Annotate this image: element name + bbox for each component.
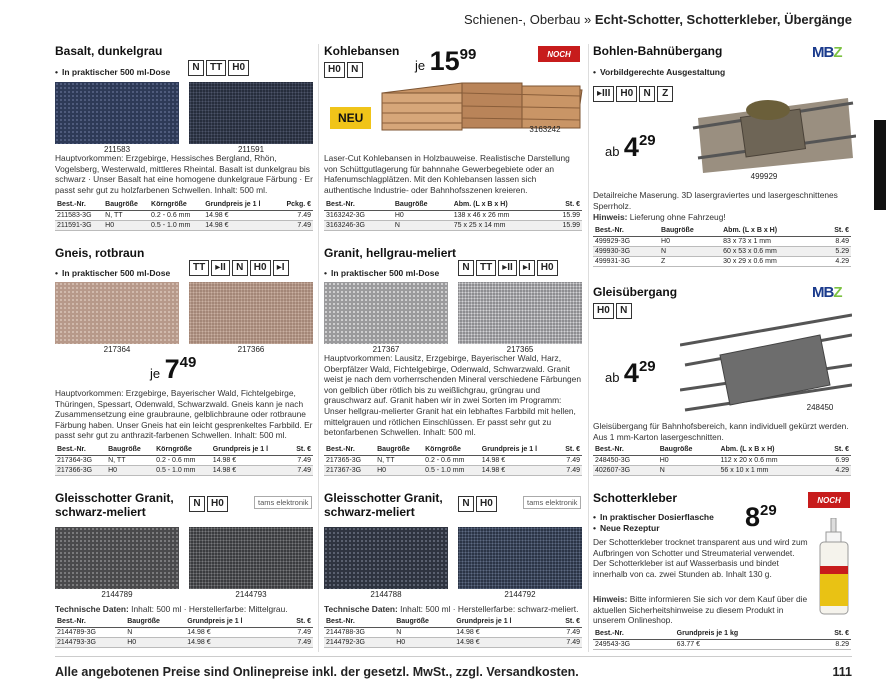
table-row: 499929-3G H0 83 x 73 x 1 mm 8.49 <box>595 237 849 245</box>
table-row: 249543-3G 63.77 € 8.29 <box>595 640 849 648</box>
ballast-swatch <box>55 82 179 144</box>
table-row: 211583-3G N, TT 0.2 - 0.6 mm 14.98 € 7.49 <box>57 211 311 219</box>
scale-badge: N <box>232 260 248 276</box>
scale-badge: N <box>188 60 204 76</box>
ballast-swatch <box>324 282 448 344</box>
scale-badges <box>458 260 558 276</box>
scale-badge: ▸II <box>211 260 230 276</box>
tech-data: Technische Daten: Inhalt: 500 ml · Herstellerfarbe: Mittelgrau. <box>55 604 288 614</box>
scale-badge: H0 <box>228 60 249 76</box>
scale-badge: ▸III <box>593 86 614 102</box>
scale-badge: ▸II <box>498 260 517 276</box>
product-bullet: • In praktischer 500 ml-Dose <box>324 268 584 279</box>
table-row: 2144789-3G N 14.98 € 7.49 <box>57 628 311 636</box>
header-prefix: Schienen-, Oberbau » <box>464 12 595 27</box>
price: je 1599 <box>415 46 477 76</box>
product-description: Detailreiche Maserung. 3D lasergraviertes und lasergeschnittenes Sperrholz. <box>593 190 838 211</box>
scale-badges <box>458 496 497 512</box>
header-title: Echt-Schotter, Schotterkleber, Übergänge <box>594 12 852 27</box>
product-kohlebansen <box>324 44 399 58</box>
product-gleisschotter-2 <box>324 491 459 519</box>
table-row: 3163246-3G N 75 x 25 x 14 mm 15.99 <box>326 221 580 229</box>
price: je 749 <box>150 354 197 384</box>
article-code: 211591 <box>237 145 265 154</box>
product-description: Hauptvorkommen: Erzgebirge, Bayerischer Wald, Fichtelgebirge, Thüringen, Spessart, Odenwald, Schwarzwald. Gneis kann je nach Zusammensetzung eine graubraune, gelblichbraune oder rotbraune Färbung haben. Unser Gneis hat ein leicht gesprenkeltes Farbbild. Er passt sehr gut zu anthrazit-farbenen Schwellen. Inhalt: 500 ml. <box>55 388 313 441</box>
column-divider <box>318 44 319 652</box>
product-table: Best.-Nr. Baugröße Abm. (L x B x H) St. € 3163242-3G H0 138 x 46 x 26 mm 15.99 3163246-3G N 75 x 25 x 14 mm 15.99 <box>326 201 580 229</box>
product-gleisschotter-1 <box>55 491 190 519</box>
side-tab <box>874 120 886 210</box>
mbz-logo: MBZ <box>812 284 842 301</box>
article-code: 2144792 <box>504 590 536 599</box>
product-basalt <box>55 44 315 78</box>
product-title: Bohlen-Bahnübergang <box>593 44 723 58</box>
article-code: 217365 <box>506 345 534 354</box>
product-gleisuebergang <box>593 285 677 299</box>
new-badge: NEU <box>330 107 371 129</box>
ballast-swatch <box>458 282 582 344</box>
product-note: Hinweis: Bitte informieren Sie sich vor dem Kauf über die aktuellen Sicherheitshinweise zu diesem Produkt in unserem Onlineshop. <box>593 594 808 626</box>
article-code: 2144793 <box>235 590 267 599</box>
scale-badges <box>188 60 249 76</box>
scale-badge: ▸I <box>273 260 289 276</box>
product-note: Hinweis: Lieferung ohne Fahrzeug! <box>593 212 726 222</box>
scale-badge: H0 <box>324 62 345 78</box>
product-title: Kohlebansen <box>324 44 400 58</box>
article-code: 2144788 <box>370 590 402 599</box>
tech-data: Technische Daten: Inhalt: 500 ml · Herstellerfarbe: schwarz-meliert. <box>324 604 579 614</box>
article-code: 217366 <box>237 345 265 354</box>
article-code: 217367 <box>372 345 400 354</box>
scale-badge: TT <box>189 260 209 276</box>
product-description: Hauptvorkommen: Lausitz, Erzgebirge, Bayerischer Wald, Harz, Oberpfälzer Wald, Fichtelgebirge, Odenwald, Schwarzwald. Granit weist je nach dem vorherrschenden Mineral verschiedene Färbungen von gelblich über rötlich bis zu weißlichgrau, grüngrau und grauschwarz auf. Granit haben wir in zwei Sorten im Programm: Unser hellgrau-melierter Granit hat ein lebhaftes Farbbild mit hellen, mittelgrauen und rötlichen Einschlüssen. Er passt sehr gut zu betonfarbenen Schwellen. Inhalt: 500 ml. <box>324 353 581 438</box>
product-table: Best.-Nr. Baugröße Abm. (L x B x H) St. € 248450-3G H0 112 x 20 x 0.6 mm 6.99 402607-3G N 56 x 10 x 1 mm 4.29 <box>595 446 849 474</box>
scale-badges <box>593 86 673 102</box>
product-bullet: • In praktischer Dosierflasche <box>593 512 714 523</box>
mbz-logo: MBZ <box>812 44 842 61</box>
scale-badge: ▸I <box>519 260 535 276</box>
product-table: Best.-Nr. Baugröße Körngröße Grundpreis je 1 l St. € 217365-3G N, TT 0.2 - 0.6 mm 14.98 € 7.49 217367-3G H0 0.5 - 1.0 mm 14.98 € 7.49 <box>326 446 580 474</box>
scale-badge: H0 <box>476 496 497 512</box>
product-title: Gleisübergang <box>593 285 678 299</box>
product-bullet: • In praktischer 500 ml-Dose <box>55 268 315 279</box>
product-table: Best.-Nr. Baugröße Grundpreis je 1 l St. € 2144789-3G N 14.98 € 7.49 2144793-3G H0 14.98 € 7.49 <box>57 618 311 646</box>
ballast-swatch <box>189 282 313 344</box>
scale-badge: N <box>639 86 655 102</box>
scale-badge: H0 <box>537 260 558 276</box>
scale-badge: H0 <box>616 86 637 102</box>
product-description: Der Schotterkleber trocknet transparent aus und wird zum Aufbringen von Schotter und Streumaterial verwendet. Der Schotterkleber ist auf Wasserbasis und bindet innerhalb von ca. zwei Stunden ab. Inhalt 130 g. <box>593 537 808 579</box>
noch-logo: NOCH <box>538 46 580 62</box>
price: ab 429 <box>605 358 656 388</box>
scale-badges <box>189 496 228 512</box>
product-description: Laser-Cut Kohlebansen in Holzbauweise. Realistische Darstellung von Schüttgutlagerung für bahnnahe Gewerbegebiete oder an Hafenumschlagplätzen. Mit den Kohlebansen lassen sich authentische Industrie- oder Bahnhofsszenen kreieren. <box>324 153 570 195</box>
price: 829 <box>745 502 777 532</box>
article-code: 248450 <box>806 403 834 412</box>
column-divider <box>588 44 589 652</box>
ballast-swatch <box>189 527 313 589</box>
scale-badges <box>593 303 632 319</box>
tams-logo: tams elektronik <box>523 496 581 509</box>
scale-badge: N <box>458 260 474 276</box>
scale-badge: Z <box>657 86 673 102</box>
ballast-swatch <box>55 527 179 589</box>
scale-badge: N <box>458 496 474 512</box>
scale-badge: H0 <box>250 260 271 276</box>
scale-badge: TT <box>206 60 226 76</box>
tams-logo: tams elektronik <box>254 496 312 509</box>
product-title: Granit, hellgrau-meliert <box>324 246 457 260</box>
product-bullet: • In praktischer 500 ml-Dose <box>55 67 315 78</box>
product-table: Best.-Nr. Baugröße Körngröße Grundpreis je 1 l Pckg. € 211583-3G N, TT 0.2 - 0.6 mm 14.98 € 7.49 211591-3G H0 0.5 - 1.0 mm 14.98 € 7.49 <box>57 201 311 229</box>
footer-text: Alle angebotenen Preise sind Onlinepreise inkl. der gesetzl. MwSt., zzgl. Versandkosten. <box>55 665 579 679</box>
article-code: 217364 <box>103 345 131 354</box>
scale-badges <box>324 62 363 78</box>
product-schotterkleber <box>593 491 677 505</box>
ballast-swatch <box>324 527 448 589</box>
table-row: 402607-3G N 56 x 10 x 1 mm 4.29 <box>595 466 849 474</box>
article-code: 211583 <box>103 145 131 154</box>
table-row: 2144788-3G N 14.98 € 7.49 <box>326 628 580 636</box>
product-title: Basalt, dunkelgrau <box>55 44 163 58</box>
table-row: 217366-3G H0 0.5 - 1.0 mm 14.98 € 7.49 <box>57 466 311 474</box>
ballast-swatch <box>458 527 582 589</box>
scale-badge: N <box>189 496 205 512</box>
table-row: 217367-3G H0 0.5 - 1.0 mm 14.98 € 7.49 <box>326 466 580 474</box>
scale-badges <box>189 260 289 276</box>
table-row: 211591-3G H0 0.5 - 1.0 mm 14.98 € 7.49 <box>57 221 311 229</box>
table-row: 2144792-3G H0 14.98 € 7.49 <box>326 638 580 646</box>
article-code: 499929 <box>750 172 778 181</box>
noch-logo: NOCH <box>808 492 850 508</box>
product-title: Gleisschotter Granit, schwarz-meliert <box>55 491 174 519</box>
scale-badge: N <box>616 303 632 319</box>
product-table: Best.-Nr. Baugröße Körngröße Grundpreis je 1 l St. € 217364-3G N, TT 0.2 - 0.6 mm 14.98 € 7.49 217366-3G H0 0.5 - 1.0 mm 14.98 € 7.49 <box>57 446 311 474</box>
article-code: 2144789 <box>101 590 133 599</box>
ballast-swatch <box>189 82 313 144</box>
table-row: 217365-3G N, TT 0.2 - 0.6 mm 14.98 € 7.49 <box>326 456 580 464</box>
product-title: Schotterkleber <box>593 491 678 505</box>
table-row: 499930-3G N 60 x 53 x 0.6 mm 5.29 <box>595 247 849 255</box>
product-title: Gneis, rotbraun <box>55 246 145 260</box>
product-table: Best.-Nr. Baugröße Abm. (L x B x H) St. € 499929-3G H0 83 x 73 x 1 mm 8.49 499930-3G N 60 x 53 x 0.6 mm 5.29 499931-3G Z 30 x 29 x 0.6 mm 4.29 <box>595 227 849 265</box>
page-header <box>464 12 852 27</box>
product-bullet: • Neue Rezeptur <box>593 523 660 534</box>
page-footer <box>55 656 852 678</box>
scale-badge: H0 <box>593 303 614 319</box>
product-title: Gleisschotter Granit, schwarz-meliert <box>324 491 443 519</box>
product-table: Best.-Nr. Grundpreis je 1 kg St. € 249543-3G 63.77 € 8.29 <box>595 630 849 648</box>
price: ab 429 <box>605 132 656 162</box>
track-crossing-image <box>680 305 852 415</box>
product-bohlen <box>593 44 793 78</box>
scale-badge: N <box>347 62 363 78</box>
table-row: 499931-3G Z 30 x 29 x 0.6 mm 4.29 <box>595 257 849 265</box>
scale-badge: TT <box>476 260 496 276</box>
table-row: 3163242-3G H0 138 x 46 x 26 mm 15.99 <box>326 211 580 219</box>
level-crossing-image <box>688 88 856 176</box>
product-description: Gleisübergang für Bahnhofsbereich, kann individuell gekürzt werden. Aus 1 mm-Karton lasergeschnitten. <box>593 421 849 442</box>
page-number: 111 <box>832 665 852 679</box>
table-row: 248450-3G H0 112 x 20 x 0.6 mm 6.99 <box>595 456 849 464</box>
glue-bottle-image <box>815 518 853 618</box>
product-bullet: • Vorbildgerechte Ausgestaltung <box>593 67 793 78</box>
scale-badge: H0 <box>207 496 228 512</box>
product-description: Hauptvorkommen: Erzgebirge, Hessisches Bergland, Rhön, Vogelsberg, Westerwald, mittleres Rheintal. Basalt ist dunkelgrau bis schwarz · Unser Basalt hat eine homogene dunkelgraue Färbung · Er passt sehr gut zu holzfarbenen Schwellen. Inhalt: 500 ml. <box>55 153 313 195</box>
article-code: 3163242 <box>529 125 561 134</box>
product-table: Best.-Nr. Baugröße Grundpreis je 1 l St. € 2144788-3G N 14.98 € 7.49 2144792-3G H0 14.98 € 7.49 <box>326 618 580 646</box>
table-row: 217364-3G N, TT 0.2 - 0.6 mm 14.98 € 7.49 <box>57 456 311 464</box>
table-row: 2144793-3G H0 14.98 € 7.49 <box>57 638 311 646</box>
ballast-swatch <box>55 282 179 344</box>
